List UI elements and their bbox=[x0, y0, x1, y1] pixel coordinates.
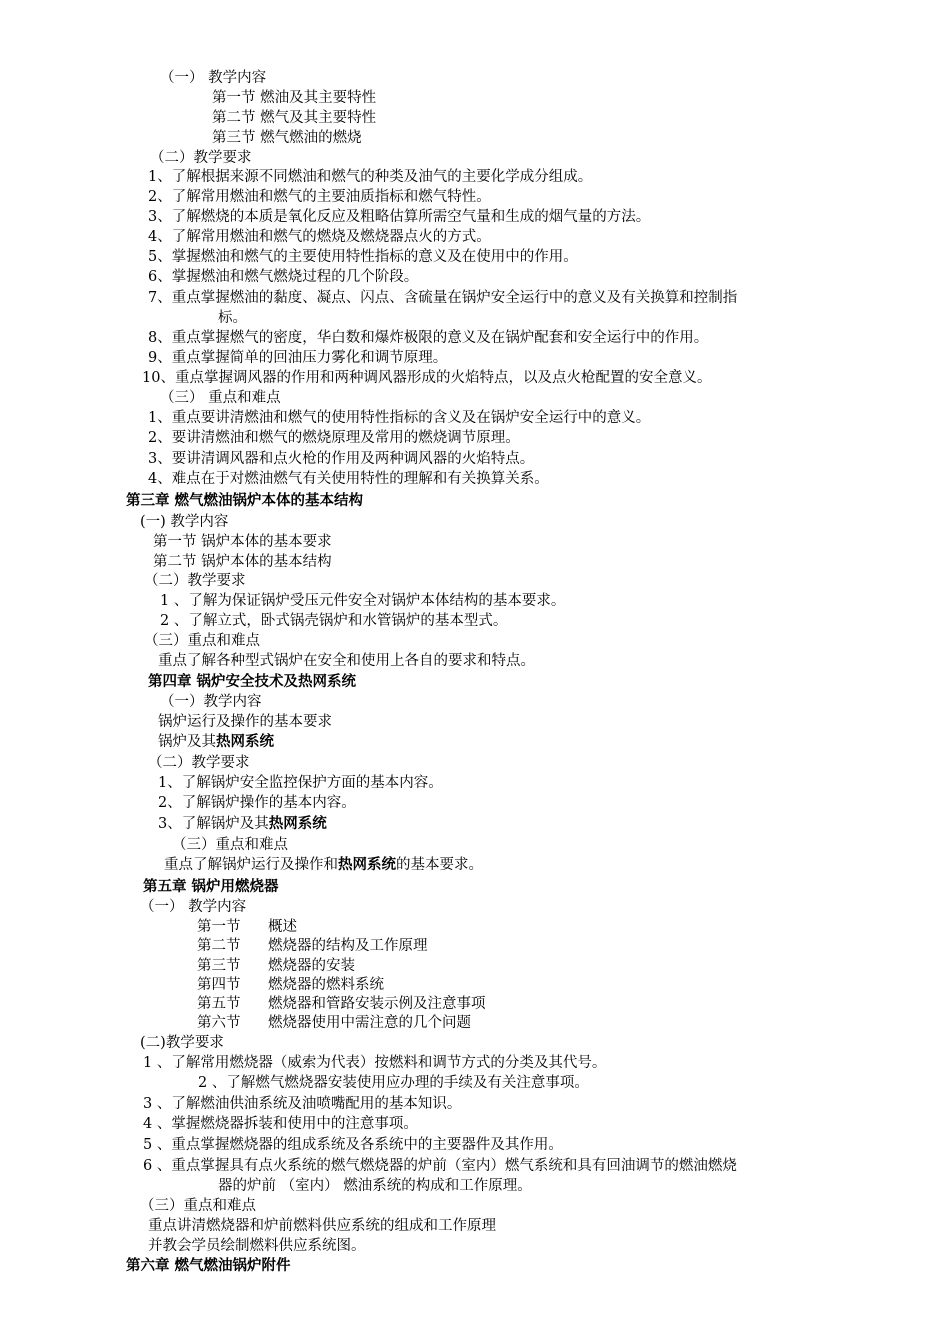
ch5-req-1: 1 、了解常用燃烧器（威索为代表）按燃料和调节方式的分类及其代号。 bbox=[143, 1055, 607, 1071]
ch5-req-5: 5 、重点掌握燃烧器的组成系统及各系统中的主要器件及其作用。 bbox=[143, 1137, 563, 1153]
ch5-section-3 bbox=[197, 956, 355, 976]
ch5-section-name: 概述 bbox=[268, 919, 297, 935]
ch3-section-1: 第一节 锅炉本体的基本要求 bbox=[153, 534, 332, 550]
ch5-req-6: 6 、重点掌握具有点火系统的燃气燃烧器的炉前（室内）燃气系统和具有回油调节的燃油燃烧 bbox=[143, 1158, 737, 1174]
ch2-req-3: 3、了解燃烧的本质是氧化反应及粗略估算所需空气量和生成的烟气量的方法。 bbox=[148, 209, 651, 225]
chapter-6-title: 第六章 燃气燃油锅炉附件 bbox=[126, 1258, 291, 1274]
ch2-content-heading: （一） 教学内容 bbox=[160, 70, 267, 86]
ch3-key-1: 重点了解各种型式锅炉在安全和使用上各自的要求和特点。 bbox=[158, 653, 535, 669]
chapter-3-title: 第三章 燃气燃油锅炉本体的基本结构 bbox=[126, 493, 364, 509]
ch2-req-heading: （二）教学要求 bbox=[150, 150, 252, 166]
ch5-section-name: 燃烧器的安装 bbox=[268, 958, 355, 974]
ch2-key-4: 4、难点在于对燃油燃气有关使用特性的理解和有关换算关系。 bbox=[148, 471, 549, 487]
ch5-section-num: 第三节 bbox=[197, 958, 241, 974]
ch5-req-4: 4 、掌握燃烧器拆装和使用中的注意事项。 bbox=[143, 1116, 418, 1132]
ch4-req-heading: （二）教学要求 bbox=[148, 755, 250, 771]
ch4-content-2-text: 锅炉及其 bbox=[158, 734, 216, 750]
ch5-section-name: 燃烧器的结构及工作原理 bbox=[268, 938, 428, 954]
ch5-section-num: 第二节 bbox=[197, 938, 241, 954]
ch3-req-heading: （二）教学要求 bbox=[144, 573, 246, 589]
ch5-section-6 bbox=[197, 1013, 471, 1033]
ch2-key-heading: （三） 重点和难点 bbox=[160, 390, 281, 406]
ch4-key-1 bbox=[164, 855, 483, 875]
ch2-req-2: 2、了解常用燃油和燃气的主要油质指标和燃气特性。 bbox=[148, 189, 491, 205]
ch4-key-text-a: 重点了解锅炉运行及操作和 bbox=[164, 857, 338, 873]
ch5-req-3: 3 、了解燃油供油系统及油喷嘴配用的基本知识。 bbox=[143, 1096, 462, 1112]
ch3-content-heading: (一) 教学内容 bbox=[140, 514, 229, 530]
ch2-key-3: 3、要讲清调风器和点火枪的作用及两种调风器的火焰特点。 bbox=[148, 451, 535, 467]
chapter-4-title: 第四章 锅炉安全技术及热网系统 bbox=[148, 674, 357, 690]
ch4-req-3-text: 3、了解锅炉及其 bbox=[158, 816, 269, 832]
ch5-section-5 bbox=[197, 994, 486, 1014]
ch2-req-4: 4、了解常用燃油和燃气的燃烧及燃烧器点火的方式。 bbox=[148, 229, 491, 245]
ch2-req-1: 1、了解根据来源不同燃油和燃气的种类及油气的主要化学成分组成。 bbox=[148, 169, 593, 185]
chapter-5-title: 第五章 锅炉用燃烧器 bbox=[143, 879, 279, 895]
ch4-key-text-c: 的基本要求。 bbox=[396, 857, 483, 873]
ch4-key-term: 热网系统 bbox=[338, 857, 396, 873]
ch2-req-10: 10、重点掌握调风器的作用和两种调风器形成的火焰特点，以及点火枪配置的安全意义。 bbox=[142, 370, 712, 386]
ch5-section-name: 燃烧器和管路安装示例及注意事项 bbox=[268, 996, 486, 1012]
ch5-section-name: 燃烧器的燃料系统 bbox=[268, 977, 384, 993]
ch5-section-2 bbox=[197, 936, 428, 956]
ch5-section-num: 第六节 bbox=[197, 1015, 241, 1031]
ch4-req-1: 1、了解锅炉安全监控保护方面的基本内容。 bbox=[158, 775, 443, 791]
ch3-req-2: 2 、了解立式，卧式锅壳锅炉和水管锅炉的基本型式。 bbox=[160, 613, 508, 629]
ch2-req-6: 6、掌握燃油和燃气燃烧过程的几个阶段。 bbox=[148, 269, 419, 285]
ch5-req-heading: (二)教学要求 bbox=[140, 1035, 224, 1051]
ch5-key-heading: （三）重点和难点 bbox=[140, 1198, 256, 1214]
ch5-key-1: 重点讲清燃烧器和炉前燃料供应系统的组成和工作原理 bbox=[148, 1218, 496, 1234]
ch5-section-4 bbox=[197, 975, 384, 995]
ch5-section-1 bbox=[197, 917, 297, 937]
ch5-section-num: 第四节 bbox=[197, 977, 241, 993]
ch4-key-heading: （三）重点和难点 bbox=[172, 837, 288, 853]
ch2-key-2: 2、要讲清燃油和燃气的燃烧原理及常用的燃烧调节原理。 bbox=[148, 430, 520, 446]
ch2-key-1: 1、重点要讲清燃油和燃气的使用特性指标的含义及在锅炉安全运行中的意义。 bbox=[148, 410, 651, 426]
ch2-req-5: 5、掌握燃油和燃气的主要使用特性指标的意义及在使用中的作用。 bbox=[148, 249, 578, 265]
ch4-content-2-term: 热网系统 bbox=[216, 734, 274, 750]
ch2-req-9: 9、重点掌握简单的回油压力雾化和调节原理。 bbox=[148, 350, 448, 366]
ch4-req-3-term: 热网系统 bbox=[268, 816, 327, 832]
ch4-content-heading: （一）教学内容 bbox=[160, 694, 262, 710]
ch2-section-1: 第一节 燃油及其主要特性 bbox=[212, 90, 377, 106]
ch5-req-2: 2 、了解燃气燃烧器安装使用应办理的手续及有关注意事项。 bbox=[198, 1075, 589, 1091]
ch2-req-8: 8、重点掌握燃气的密度，华白数和爆炸极限的意义及在锅炉配套和安全运行中的作用。 bbox=[148, 330, 709, 346]
ch4-content-2 bbox=[158, 732, 274, 752]
ch5-section-num: 第五节 bbox=[197, 996, 241, 1012]
ch2-req-7: 7、重点掌握燃油的黏度、凝点、闪点、含硫量在锅炉安全运行中的意义及有关换算和控制指 bbox=[148, 290, 738, 306]
ch4-req-2: 2、了解锅炉操作的基本内容。 bbox=[158, 795, 356, 811]
ch3-section-2: 第二节 锅炉本体的基本结构 bbox=[153, 554, 332, 570]
ch4-content-1: 锅炉运行及操作的基本要求 bbox=[158, 714, 332, 730]
ch5-section-name: 燃烧器使用中需注意的几个问题 bbox=[268, 1015, 471, 1031]
ch5-content-heading: （一） 教学内容 bbox=[140, 899, 247, 915]
ch3-key-heading: （三）重点和难点 bbox=[144, 633, 260, 649]
ch2-section-3: 第三节 燃气燃油的燃烧 bbox=[212, 130, 362, 146]
ch4-req-3 bbox=[158, 814, 327, 834]
ch5-req-6-cont: 器的炉前 （室内） 燃油系统的构成和工作原理。 bbox=[218, 1178, 532, 1194]
ch5-section-num: 第一节 bbox=[197, 919, 241, 935]
ch2-req-7-cont: 标。 bbox=[218, 310, 247, 326]
ch5-key-2: 并教会学员绘制燃料供应系统图。 bbox=[148, 1238, 366, 1254]
ch3-req-1: 1 、了解为保证锅炉受压元件安全对锅炉本体结构的基本要求。 bbox=[160, 593, 566, 609]
ch2-section-2: 第二节 燃气及其主要特性 bbox=[212, 110, 377, 126]
